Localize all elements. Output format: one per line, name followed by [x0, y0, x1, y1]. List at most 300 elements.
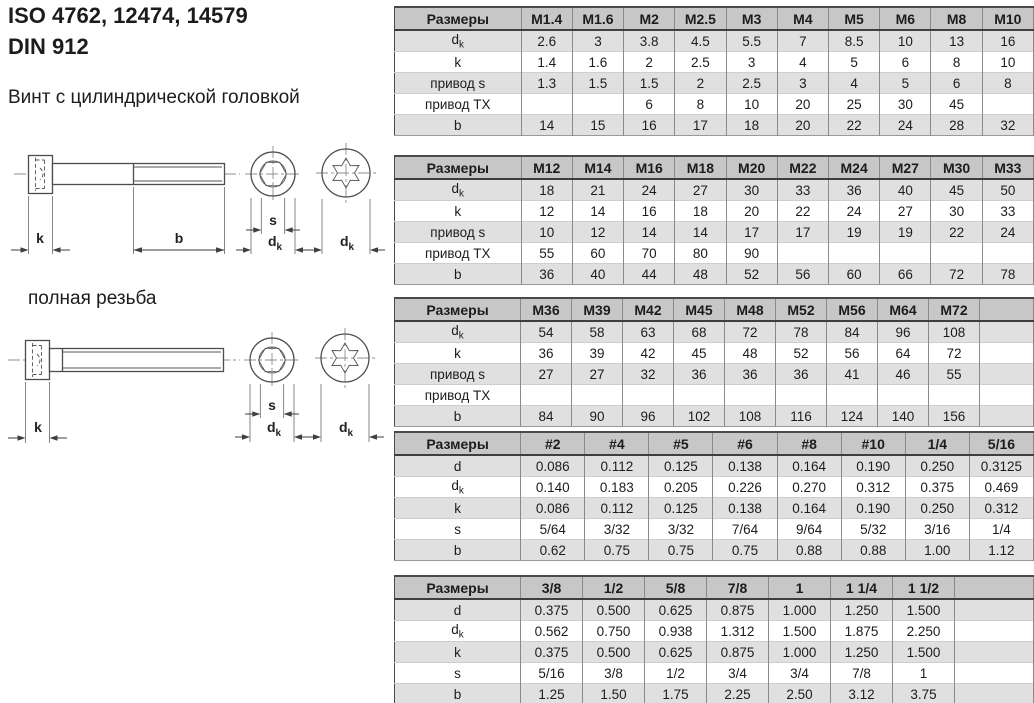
table-cell: 3 — [777, 73, 828, 94]
table-cell: 33 — [982, 201, 1033, 222]
table-cell: 3.75 — [893, 684, 955, 703]
table-cell: 0.164 — [777, 455, 841, 477]
table-header-label: Размеры — [395, 156, 522, 179]
table-cell — [674, 385, 725, 406]
table-cell: 12 — [521, 201, 572, 222]
table-header-label: Размеры — [395, 576, 521, 599]
table-row — [395, 406, 1034, 427]
table-cell: 0.75 — [713, 540, 777, 561]
row-label: d — [395, 455, 521, 477]
table-cell: 1.250 — [831, 599, 893, 621]
row-label: b — [395, 540, 521, 561]
table-cell: 0.190 — [841, 455, 905, 477]
table-cell: 78 — [776, 321, 827, 343]
table-cell: 72 — [929, 343, 980, 364]
table-cell: 5 — [829, 52, 880, 73]
table-cell: 45 — [674, 343, 725, 364]
table-cell: 0.138 — [713, 498, 777, 519]
table-cell — [982, 94, 1033, 115]
row-label: b — [395, 684, 521, 703]
table-row — [395, 201, 1034, 222]
table-cell: 1.00 — [905, 540, 969, 561]
table-cell: 116 — [776, 406, 827, 427]
table-cell: 32 — [982, 115, 1033, 136]
table-cell: 14 — [675, 222, 726, 243]
table-cell — [521, 385, 572, 406]
table-cell: 1.500 — [893, 599, 955, 621]
table-cell: 1.000 — [769, 599, 831, 621]
blank-header — [980, 298, 1034, 321]
table-cell: 40 — [880, 179, 931, 201]
table-cell: 3/4 — [769, 663, 831, 684]
column-header: 5/8 — [645, 576, 707, 599]
table-header-label: Размеры — [395, 298, 521, 321]
blank-cell — [980, 343, 1034, 364]
table-cell: 6 — [880, 52, 931, 73]
column-header: 1 1/4 — [831, 576, 893, 599]
table-cell: 0.270 — [777, 477, 841, 498]
table-cell: 36 — [674, 364, 725, 385]
row-label: привод TX — [395, 94, 522, 115]
dim-label-dk: $d_k$ — [338, 419, 354, 439]
product-name: Винт с цилиндрической головкой — [8, 87, 300, 108]
table-row — [395, 663, 1034, 684]
table-cell: 18 — [675, 201, 726, 222]
column-header: M5 — [829, 7, 880, 30]
table-cell: 46 — [878, 364, 929, 385]
dim-label-dk: $d_k$ — [266, 419, 282, 439]
table-cell — [931, 243, 982, 264]
dim-label-k: k — [36, 230, 44, 246]
column-header: M24 — [829, 156, 880, 179]
table-cell: 96 — [623, 406, 674, 427]
table-cell — [929, 385, 980, 406]
table-cell: 3.12 — [831, 684, 893, 703]
row-label: k — [395, 642, 521, 663]
table-cell: 52 — [726, 264, 777, 285]
table-cell: 64 — [878, 343, 929, 364]
table-cell: 5/32 — [841, 519, 905, 540]
table-cell: 52 — [776, 343, 827, 364]
table-cell: 7/64 — [713, 519, 777, 540]
table-cell: 0.500 — [583, 642, 645, 663]
table-cell: 4 — [829, 73, 880, 94]
table-cell: 14 — [624, 222, 675, 243]
table-cell: 1.312 — [707, 621, 769, 642]
column-header: #8 — [777, 432, 841, 455]
table-cell: 90 — [572, 406, 623, 427]
table-cell — [827, 385, 878, 406]
table-cell: 0.112 — [585, 498, 649, 519]
row-label: $d_k$ — [395, 179, 522, 201]
table-cell: 30 — [726, 179, 777, 201]
table-cell: 6 — [624, 94, 675, 115]
table-cell: 56 — [827, 343, 878, 364]
row-label: d — [395, 599, 521, 621]
row-label: $d_k$ — [395, 477, 521, 498]
table-cell: 55 — [521, 243, 572, 264]
column-header: M3 — [726, 7, 777, 30]
table-cell: 48 — [675, 264, 726, 285]
blank-cell — [980, 406, 1034, 427]
table-cell: 10 — [982, 52, 1033, 73]
dim-label-s: s — [268, 397, 276, 413]
table-cell — [829, 243, 880, 264]
column-header: M4 — [777, 7, 828, 30]
table-cell: 0.190 — [841, 498, 905, 519]
table-cell: 1 — [893, 663, 955, 684]
table-cell: 0.086 — [521, 455, 585, 477]
row-label: k — [395, 52, 522, 73]
table-cell: 3/4 — [707, 663, 769, 684]
table-cell: 0.226 — [713, 477, 777, 498]
table-row — [395, 222, 1034, 243]
screw-drawing-full-thread — [0, 315, 390, 450]
table-cell: 17 — [777, 222, 828, 243]
column-header: M33 — [982, 156, 1033, 179]
table-cell: 156 — [929, 406, 980, 427]
table-cell: 1.000 — [769, 642, 831, 663]
table-cell: 1/2 — [645, 663, 707, 684]
table-cell: 68 — [674, 321, 725, 343]
table-row — [395, 498, 1034, 519]
table-cell: 0.625 — [645, 599, 707, 621]
blank-cell — [980, 321, 1034, 343]
table-cell: 9/64 — [777, 519, 841, 540]
table-cell: 3/32 — [649, 519, 713, 540]
table-row — [395, 243, 1034, 264]
table-cell: 28 — [931, 115, 982, 136]
blank-cell — [955, 684, 1034, 703]
table-cell: 19 — [829, 222, 880, 243]
table-cell: 14 — [572, 201, 623, 222]
row-label: b — [395, 115, 522, 136]
table-cell: 27 — [521, 364, 572, 385]
table-cell: 90 — [726, 243, 777, 264]
column-header: M30 — [931, 156, 982, 179]
table-cell: 17 — [726, 222, 777, 243]
table-cell — [725, 385, 776, 406]
table-cell: 7/8 — [831, 663, 893, 684]
table-cell: 140 — [878, 406, 929, 427]
dimension-table-imperial-fractional — [394, 575, 1034, 703]
column-header: M20 — [726, 156, 777, 179]
table-cell: 0.938 — [645, 621, 707, 642]
table-cell: 0.875 — [707, 599, 769, 621]
table-cell: 102 — [674, 406, 725, 427]
table-cell: 0.75 — [585, 540, 649, 561]
table-cell: 0.140 — [521, 477, 585, 498]
column-header: M16 — [624, 156, 675, 179]
table-row — [395, 343, 1034, 364]
table-row — [395, 94, 1034, 115]
table-cell: 0.375 — [905, 477, 969, 498]
table-cell: 36 — [725, 364, 776, 385]
table-cell: 80 — [675, 243, 726, 264]
column-header: #2 — [521, 432, 585, 455]
table-cell: 0.500 — [583, 599, 645, 621]
row-label: привод s — [395, 222, 522, 243]
table-cell: 27 — [572, 364, 623, 385]
dim-label-k: k — [34, 419, 42, 435]
blank-cell — [955, 663, 1034, 684]
table-cell: 0.164 — [777, 498, 841, 519]
table-cell: 39 — [572, 343, 623, 364]
column-header: 5/16 — [969, 432, 1033, 455]
table-cell: 36 — [776, 364, 827, 385]
column-header: M36 — [521, 298, 572, 321]
table-cell: 27 — [675, 179, 726, 201]
table-row — [395, 385, 1034, 406]
table-cell: 4.5 — [675, 30, 726, 52]
table-cell: 16 — [624, 201, 675, 222]
table-cell: 20 — [777, 94, 828, 115]
table-cell: 16 — [624, 115, 675, 136]
column-header: M72 — [929, 298, 980, 321]
column-header: 7/8 — [707, 576, 769, 599]
blank-cell — [980, 385, 1034, 406]
table-cell: 0.086 — [521, 498, 585, 519]
table-cell: 2 — [675, 73, 726, 94]
table-cell: 3/32 — [585, 519, 649, 540]
table-cell: 0.375 — [521, 599, 583, 621]
column-header: 3/8 — [521, 576, 583, 599]
column-header: M2 — [624, 7, 675, 30]
table-cell: 4 — [777, 52, 828, 73]
column-header: M48 — [725, 298, 776, 321]
table-cell: 24 — [880, 115, 931, 136]
table-row — [395, 321, 1034, 343]
table-cell: 2.25 — [707, 684, 769, 703]
table-cell: 0.88 — [841, 540, 905, 561]
table-cell: 5/16 — [521, 663, 583, 684]
dimension-table-metric-m1.4-m10 — [394, 6, 1034, 136]
table-cell: 0.875 — [707, 642, 769, 663]
table-cell: 48 — [725, 343, 776, 364]
table-cell: 0.312 — [841, 477, 905, 498]
table-cell: 0.625 — [645, 642, 707, 663]
table-cell: 30 — [931, 201, 982, 222]
table-cell: 14 — [521, 115, 572, 136]
table-row — [395, 642, 1034, 663]
table-cell: 30 — [880, 94, 931, 115]
column-header: M14 — [572, 156, 623, 179]
table-cell: 3.8 — [624, 30, 675, 52]
table-cell: 1.3 — [521, 73, 572, 94]
table-cell: 0.125 — [649, 498, 713, 519]
table-cell: 0.183 — [585, 477, 649, 498]
table-cell — [878, 385, 929, 406]
table-cell: 96 — [878, 321, 929, 343]
column-header: #6 — [713, 432, 777, 455]
table-cell: 63 — [623, 321, 674, 343]
column-header: M45 — [674, 298, 725, 321]
row-label: привод TX — [395, 243, 522, 264]
table-cell: 0.112 — [585, 455, 649, 477]
table-cell: 60 — [829, 264, 880, 285]
table-cell: 36 — [521, 264, 572, 285]
table-cell: 70 — [624, 243, 675, 264]
dim-label-b: b — [174, 230, 184, 246]
table-cell: 1.75 — [645, 684, 707, 703]
table-cell: 0.750 — [583, 621, 645, 642]
table-cell: 44 — [624, 264, 675, 285]
table-header-label: Размеры — [395, 7, 522, 30]
column-header: 1/2 — [583, 576, 645, 599]
column-header: M12 — [521, 156, 572, 179]
table-cell: 8 — [982, 73, 1033, 94]
table-row — [395, 179, 1034, 201]
table-cell: 20 — [726, 201, 777, 222]
column-header: M2.5 — [675, 7, 726, 30]
table-cell: 0.75 — [649, 540, 713, 561]
table-cell: 108 — [725, 406, 776, 427]
table-cell: 50 — [982, 179, 1033, 201]
table-cell: 1.500 — [769, 621, 831, 642]
table-cell: 1.500 — [893, 642, 955, 663]
column-header: M18 — [675, 156, 726, 179]
din-standard-title: DIN 912 — [8, 34, 89, 59]
column-header: M8 — [931, 7, 982, 30]
table-row — [395, 455, 1034, 477]
table-cell: 1.6 — [572, 52, 623, 73]
table-cell: 0.138 — [713, 455, 777, 477]
table-cell: 84 — [827, 321, 878, 343]
table-cell: 42 — [623, 343, 674, 364]
column-header: #4 — [585, 432, 649, 455]
table-cell: 1.250 — [831, 642, 893, 663]
column-header: M1.6 — [572, 7, 623, 30]
table-cell: 108 — [929, 321, 980, 343]
table-row — [395, 599, 1034, 621]
table-cell: 54 — [521, 321, 572, 343]
table-cell: 1.5 — [624, 73, 675, 94]
dim-label-s: s — [269, 212, 277, 228]
row-label: k — [395, 498, 521, 519]
table-cell: 0.62 — [521, 540, 585, 561]
table-cell: 66 — [880, 264, 931, 285]
row-label: k — [395, 201, 522, 222]
table-cell: 0.469 — [969, 477, 1033, 498]
blank-cell — [980, 364, 1034, 385]
blank-header — [955, 576, 1034, 599]
table-row — [395, 30, 1034, 52]
table-cell: 16 — [982, 30, 1033, 52]
table-cell: 2.250 — [893, 621, 955, 642]
table-cell: 13 — [931, 30, 982, 52]
row-label: k — [395, 343, 521, 364]
table-cell: 10 — [726, 94, 777, 115]
column-header: #10 — [841, 432, 905, 455]
column-header: M42 — [623, 298, 674, 321]
table-cell — [982, 243, 1033, 264]
table-cell: 60 — [572, 243, 623, 264]
table-cell: 8 — [931, 52, 982, 73]
iso-standards-title: ISO 4762, 12474, 14579 — [8, 3, 248, 28]
table-cell: 56 — [777, 264, 828, 285]
column-header: M6 — [880, 7, 931, 30]
table-cell: 6 — [931, 73, 982, 94]
table-cell: 5/64 — [521, 519, 585, 540]
table-cell: 2.5 — [675, 52, 726, 73]
table-cell: 19 — [880, 222, 931, 243]
table-cell: 5.5 — [726, 30, 777, 52]
dimension-table-imperial-numbered — [394, 431, 1034, 561]
table-cell — [623, 385, 674, 406]
table-cell: 0.375 — [521, 642, 583, 663]
table-cell — [521, 94, 572, 115]
full-thread-note: полная резьба — [28, 288, 157, 309]
table-cell: 0.3125 — [969, 455, 1033, 477]
column-header: 1/4 — [905, 432, 969, 455]
table-cell: 45 — [931, 179, 982, 201]
table-row — [395, 264, 1034, 285]
column-header: #5 — [649, 432, 713, 455]
table-cell: 0.205 — [649, 477, 713, 498]
table-cell: 124 — [827, 406, 878, 427]
table-cell — [572, 385, 623, 406]
dimension-table-metric-m36-m72 — [394, 297, 1034, 427]
table-cell: 1/4 — [969, 519, 1033, 540]
table-cell: 3 — [572, 30, 623, 52]
table-cell: 0.250 — [905, 498, 969, 519]
column-header: M52 — [776, 298, 827, 321]
row-label: привод s — [395, 73, 522, 94]
table-cell: 18 — [521, 179, 572, 201]
table-cell: 18 — [726, 115, 777, 136]
table-cell: 22 — [777, 201, 828, 222]
table-row — [395, 364, 1034, 385]
table-cell: 2.5 — [726, 73, 777, 94]
table-cell — [777, 243, 828, 264]
table-row — [395, 115, 1034, 136]
row-label: привод s — [395, 364, 521, 385]
dimension-table-metric-m12-m33 — [394, 155, 1034, 285]
table-cell: 1.4 — [521, 52, 572, 73]
table-cell: 21 — [572, 179, 623, 201]
table-cell: 1.5 — [572, 73, 623, 94]
table-row — [395, 73, 1034, 94]
column-header: M56 — [827, 298, 878, 321]
table-cell: 0.562 — [521, 621, 583, 642]
column-header: M64 — [878, 298, 929, 321]
table-cell: 32 — [623, 364, 674, 385]
table-cell: 36 — [829, 179, 880, 201]
table-cell: 45 — [931, 94, 982, 115]
column-header: M10 — [982, 7, 1033, 30]
column-header: 1 — [769, 576, 831, 599]
table-cell: 2.6 — [521, 30, 572, 52]
table-cell: 24 — [829, 201, 880, 222]
blank-cell — [955, 621, 1034, 642]
row-label: $d_k$ — [395, 30, 522, 52]
table-cell: 0.312 — [969, 498, 1033, 519]
table-cell: 10 — [521, 222, 572, 243]
table-row — [395, 540, 1034, 561]
row-label: $d_k$ — [395, 321, 521, 343]
table-cell: 17 — [675, 115, 726, 136]
table-cell: 12 — [572, 222, 623, 243]
blank-cell — [955, 599, 1034, 621]
row-label: $d_k$ — [395, 621, 521, 642]
table-cell: 0.125 — [649, 455, 713, 477]
table-cell: 3 — [726, 52, 777, 73]
table-cell: 1.12 — [969, 540, 1033, 561]
column-header: M27 — [880, 156, 931, 179]
row-label: привод TX — [395, 385, 521, 406]
table-cell: 1.875 — [831, 621, 893, 642]
table-cell: 84 — [521, 406, 572, 427]
